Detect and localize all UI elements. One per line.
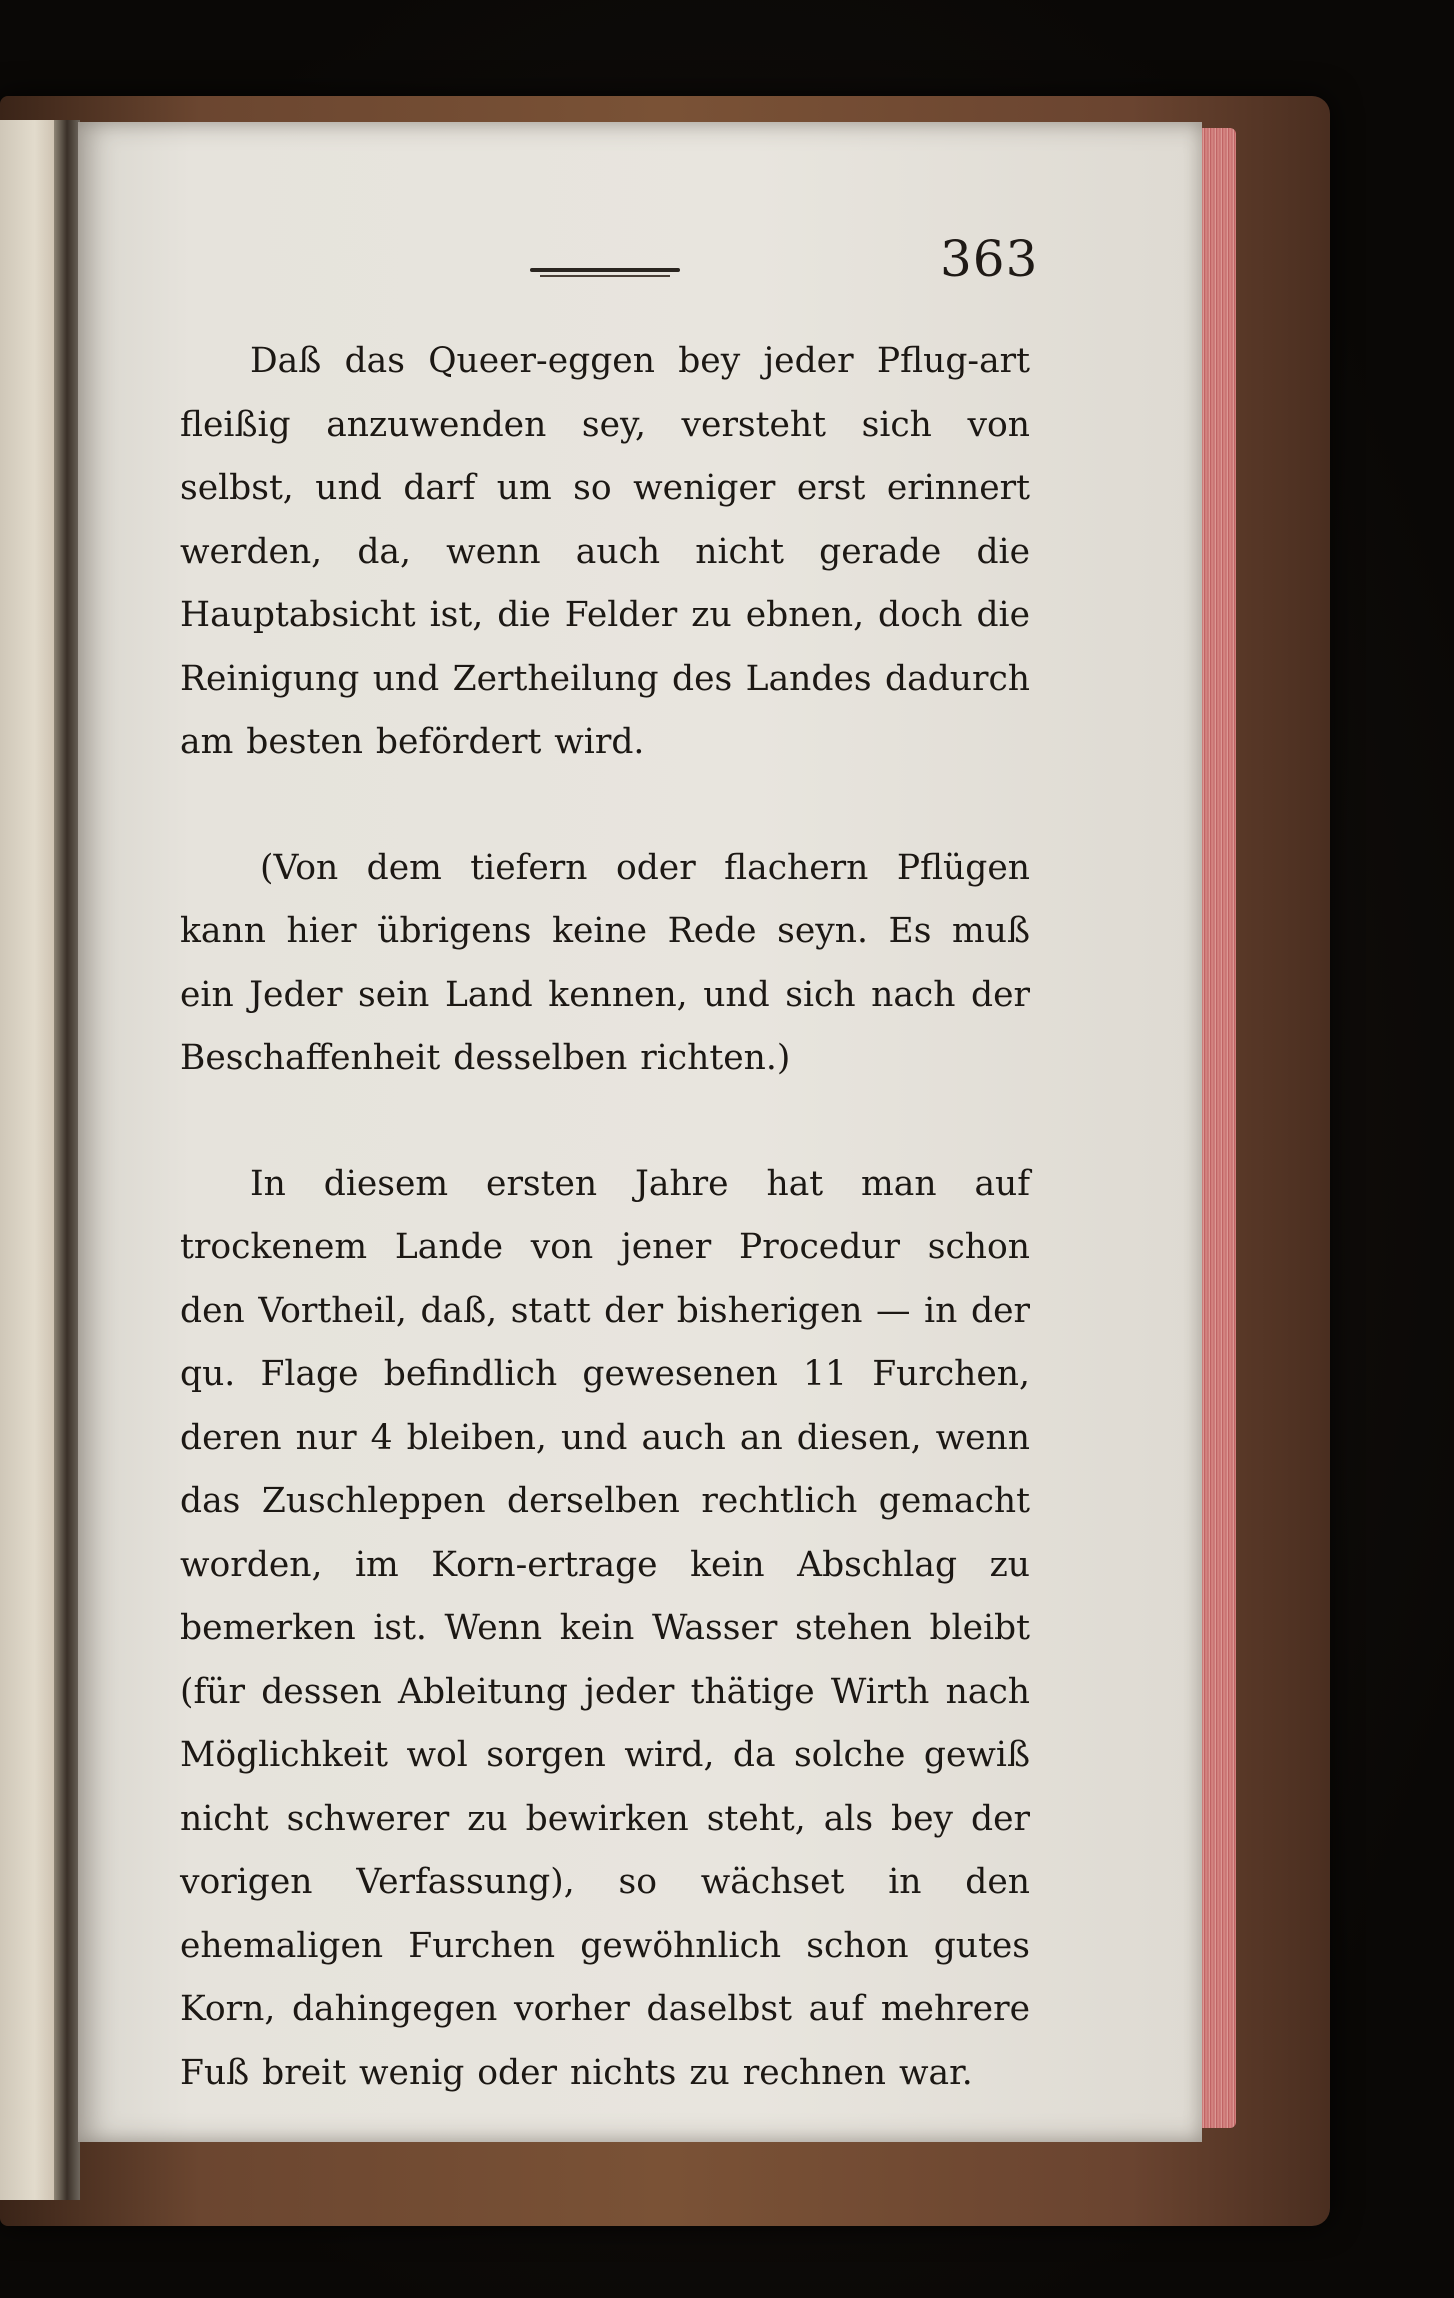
page-number: 363 bbox=[940, 230, 1039, 288]
book-gutter bbox=[54, 120, 80, 2200]
red-page-edges bbox=[1198, 128, 1236, 2128]
page-text bbox=[180, 330, 1030, 2105]
paragraph-pfluegen-note: (Von dem tiefern oder flachern Pflügen kann hier übrigens keine Rede seyn. Es muß ein Jeder sein Land kennen, und sich nach der Beschaffenheit desselben richten.) bbox=[180, 847, 1030, 1078]
left-page-edge bbox=[0, 120, 58, 2200]
header-rule bbox=[530, 268, 680, 272]
paragraph-erstes-jahr: In diesem ersten Jahre hat man auf trockenem Lande von jener Procedur schon den Vortheil, daß, statt der bisherigen — in der qu. Flage befindlich gewesenen 11 Furchen, deren nur 4 bleiben, und auch an diesen, wenn das Zuschleppen derselben rechtlich gemacht worden, im Korn-ertrage kein Abschlag zu bemerken ist. Wenn kein Wasser stehen bleibt (für dessen Ableitung jeder thätige Wirth nach Möglichkeit wol sorgen wird, da solche gewiß nicht schwerer zu bewirken steht, als bey der vorigen Verfassung), so wächset in den ehemaligen Furchen gewöhnlich schon gutes Korn, dahingegen vorher daselbst auf mehrere Fuß breit wenig oder nichts zu rechnen war. bbox=[180, 1163, 1030, 2093]
paragraph-querreggen: Daß das Queer-eggen bey jeder Pflug-art fleißig anzuwenden sey, versteht sich von selbst, und darf um so weniger erst erinnert werden, da, wenn auch nicht gerade die Hauptabsicht ist, die Felder zu ebnen, doch die Reinigung und Zertheilung des Landes dadurch am besten befördert wird. bbox=[180, 341, 1030, 762]
